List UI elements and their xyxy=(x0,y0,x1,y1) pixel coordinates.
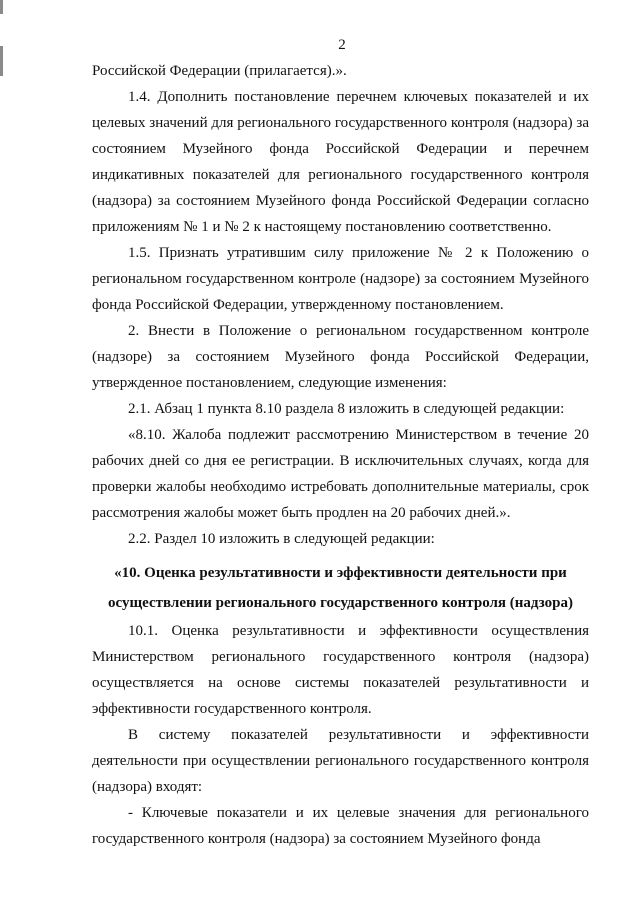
paragraph: 2. Внести в Положение о региональном государственном контроле (надзоре) за состоянием Музейного фонда Российской Федерации, утвержденное постановлением, следующие изменения: xyxy=(92,323,589,391)
page-number: 2 xyxy=(338,37,346,53)
paragraph: 10.1. Оценка результативности и эффективности осуществления Министерством регионального государственного контроля (надзора) осуществляется на основе системы показателей результативности и эффективности государственного контроля. xyxy=(92,623,589,717)
paragraph: 2.2. Раздел 10 изложить в следующей редакции: xyxy=(128,531,435,547)
scan-edge-mark xyxy=(0,0,3,14)
paragraph: В систему показателей результативности и эффективности деятельности при осуществлении регионального государственного контроля (надзора) входят: xyxy=(92,727,589,795)
section-heading: «10. Оценка результативности и эффективности деятельности при xyxy=(114,565,567,581)
section-heading: осуществлении регионального государственного контроля (надзора) xyxy=(108,595,573,611)
paragraph: «8.10. Жалоба подлежит рассмотрению Министерством в течение 20 рабочих дней со дня ее регистрации. В исключительных случаях, когда для проверки жалобы необходимо истребовать дополнительные материалы, срок рассмотрения жалобы может быть продлен на 20 рабочих дней.». xyxy=(92,427,589,521)
paragraph: 1.4. Дополнить постановление перечнем ключевых показателей и их целевых значений для регионального государственного контроля (надзора) за состоянием Музейного фонда Российской Федерации и перечнем индикативных показателей для регионального государственного контроля (надзора) за состоянием Музейного фонда Российской Федерации согласно приложениям № 1 и № 2 к настоящему постановлению соответственно. xyxy=(92,89,589,235)
document-body xyxy=(92,58,589,852)
paragraph: - Ключевые показатели и их целевые значения для регионального государственного контроля (надзора) за состоянием Музейного фонда xyxy=(92,805,589,847)
paragraph: Российской Федерации (прилагается).». xyxy=(92,63,347,79)
paragraph: 2.1. Абзац 1 пункта 8.10 раздела 8 изложить в следующей редакции: xyxy=(128,401,565,417)
paragraph: 1.5. Признать утратившим силу приложение № 2 к Положению о региональном государственном контроле (надзоре) за состоянием Музейного фонда Российской Федерации, утвержденному постановлением. xyxy=(92,245,589,313)
